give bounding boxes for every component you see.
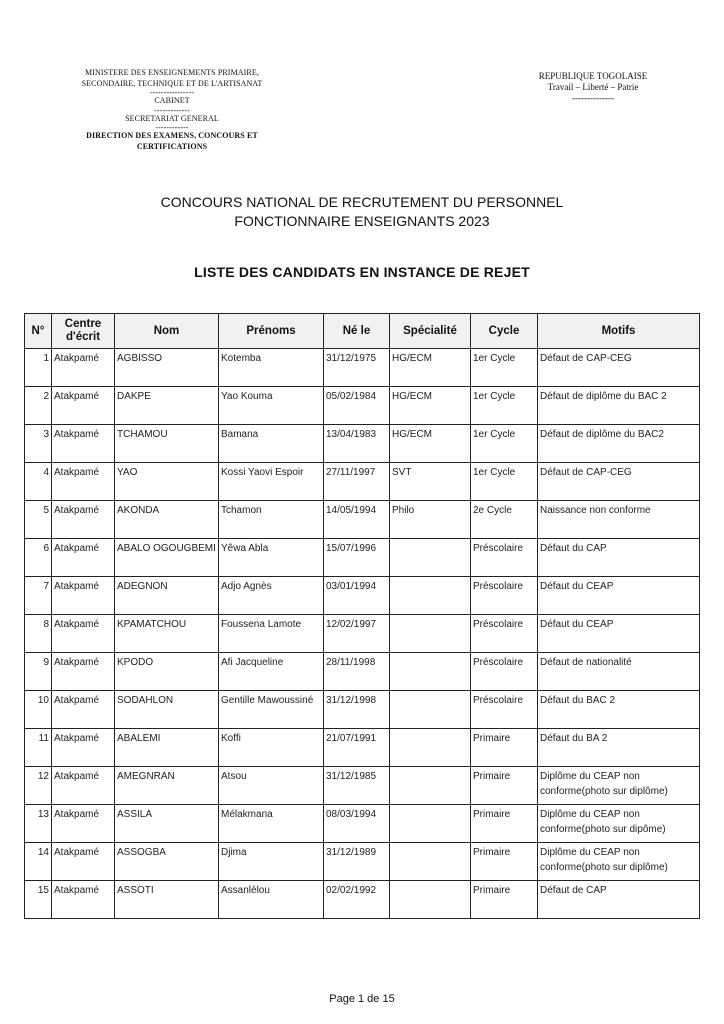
page-number: Page 1 de 15 <box>329 993 395 1005</box>
cell-number: 12 <box>25 767 52 805</box>
cell-nom: AGBISSO <box>115 349 219 387</box>
table-body <box>25 349 700 919</box>
separator: ------------- <box>154 105 190 115</box>
table-row <box>25 615 700 653</box>
cell-ne-le: 31/12/1975 <box>324 349 390 387</box>
cell-number: 9 <box>25 653 52 691</box>
cell-prenoms: Kossi Yaovi Espoir <box>219 463 324 501</box>
cell-specialite <box>390 615 471 653</box>
cell-prenoms: Djima <box>219 843 324 881</box>
column-header-prenoms: Prénoms <box>219 314 324 349</box>
table-header-row <box>25 314 700 349</box>
cell-prenoms: Afi Jacqueline <box>219 653 324 691</box>
document-title <box>0 193 724 231</box>
cell-cycle: Préscolaire <box>471 615 538 653</box>
ministry-header <box>46 68 298 152</box>
cell-cycle: 1er Cycle <box>471 387 538 425</box>
direction-line-1: DIRECTION DES EXAMENS, CONCOURS ET <box>86 131 258 140</box>
ministry-line-2: SECONDAIRE, TECHNIQUE ET DE L'ARTISANAT <box>81 78 263 88</box>
table-row <box>25 463 700 501</box>
cell-number: 4 <box>25 463 52 501</box>
cell-prenoms: Yao Kouma <box>219 387 324 425</box>
table-row <box>25 805 700 843</box>
cell-specialite <box>390 767 471 805</box>
cell-cycle: 2e Cycle <box>471 501 538 539</box>
cell-cycle: 1er Cycle <box>471 349 538 387</box>
cell-nom: ASSILA <box>115 805 219 843</box>
ministry-line-1: MINISTERE DES ENSEIGNEMENTS PRIMAIRE, <box>85 68 259 77</box>
cell-motifs: Défaut du CEAP <box>538 577 700 615</box>
title-line-1: CONCOURS NATIONAL DE RECRUTEMENT DU PERSONNEL <box>160 194 564 210</box>
column-header-motifs: Motifs <box>538 314 700 349</box>
cell-nom: KPODO <box>115 653 219 691</box>
cell-centre: Atakpamé <box>52 843 115 881</box>
cell-centre: Atakpamé <box>52 729 115 767</box>
cell-ne-le: 15/07/1996 <box>324 539 390 577</box>
country-name: REPUBLIQUE TOGOLAISE <box>538 71 648 81</box>
cell-specialite <box>390 805 471 843</box>
cell-ne-le: 21/07/1991 <box>324 729 390 767</box>
cell-specialite <box>390 577 471 615</box>
cell-cycle: Préscolaire <box>471 653 538 691</box>
table-row <box>25 729 700 767</box>
cell-motifs: Défaut de CAP-CEG <box>538 463 700 501</box>
cell-specialite <box>390 881 471 919</box>
cell-number: 14 <box>25 843 52 881</box>
cell-specialite <box>390 691 471 729</box>
cell-centre: Atakpamé <box>52 539 115 577</box>
table-row <box>25 691 700 729</box>
column-header-ne-le: Né le <box>324 314 390 349</box>
cell-centre: Atakpamé <box>52 691 115 729</box>
cell-number: 3 <box>25 425 52 463</box>
cell-centre: Atakpamé <box>52 881 115 919</box>
cell-specialite <box>390 539 471 577</box>
cell-ne-le: 31/12/1985 <box>324 767 390 805</box>
cell-prenoms: Koffi <box>219 729 324 767</box>
cell-number: 10 <box>25 691 52 729</box>
cell-centre: Atakpamé <box>52 349 115 387</box>
cell-cycle: Primaire <box>471 881 538 919</box>
cell-cycle: Primaire <box>471 767 538 805</box>
cell-number: 7 <box>25 577 52 615</box>
cell-ne-le: 13/04/1983 <box>324 425 390 463</box>
cell-number: 8 <box>25 615 52 653</box>
table-row <box>25 767 700 805</box>
cell-motifs: Défaut de diplôme du BAC 2 <box>538 387 700 425</box>
cell-specialite <box>390 729 471 767</box>
column-header-number: N° <box>25 314 52 349</box>
cell-prenoms: Foussena Lamote <box>219 615 324 653</box>
cell-motifs: Naissance non conforme <box>538 501 700 539</box>
cell-centre: Atakpamé <box>52 425 115 463</box>
cell-motifs: Défaut de CAP <box>538 881 700 919</box>
cell-ne-le: 02/02/1992 <box>324 881 390 919</box>
cell-centre: Atakpamé <box>52 463 115 501</box>
cell-nom: YAO <box>115 463 219 501</box>
cell-number: 1 <box>25 349 52 387</box>
cell-specialite: HG/ECM <box>390 387 471 425</box>
cell-prenoms: Gentille Mawoussiné <box>219 691 324 729</box>
cell-number: 13 <box>25 805 52 843</box>
cell-centre: Atakpamé <box>52 615 115 653</box>
cell-nom: KPAMATCHOU <box>115 615 219 653</box>
cell-specialite <box>390 653 471 691</box>
cell-ne-le: 27/11/1997 <box>324 463 390 501</box>
cell-ne-le: 31/12/1989 <box>324 843 390 881</box>
separator: ---------------- <box>149 88 195 97</box>
national-motto: Travail – Liberté – Patrie <box>547 82 639 92</box>
table-row <box>25 349 700 387</box>
cell-cycle: Primaire <box>471 805 538 843</box>
cell-nom: AKONDA <box>115 501 219 539</box>
cell-nom: DAKPE <box>115 387 219 425</box>
cell-nom: TCHAMOU <box>115 425 219 463</box>
cell-ne-le: 31/12/1998 <box>324 691 390 729</box>
cell-number: 5 <box>25 501 52 539</box>
cell-centre: Atakpamé <box>52 805 115 843</box>
cell-ne-le: 12/02/1997 <box>324 615 390 653</box>
cell-cycle: Primaire <box>471 843 538 881</box>
cell-specialite <box>390 843 471 881</box>
cell-nom: ABALEMI <box>115 729 219 767</box>
cell-cycle: Préscolaire <box>471 539 538 577</box>
cell-prenoms: Kotemba <box>219 349 324 387</box>
table-row <box>25 577 700 615</box>
column-header-centre: Centre d'écrit <box>52 314 115 349</box>
cell-motifs: Diplôme du CEAP non conforme(photo sur dipôme) <box>538 805 700 843</box>
column-header-nom: Nom <box>115 314 219 349</box>
title-line-2: FONCTIONNAIRE ENSEIGNANTS 2023 <box>234 213 490 229</box>
cell-centre: Atakpamé <box>52 387 115 425</box>
secretariat-label: SECRETARIAT GENERAL <box>125 113 219 123</box>
cell-cycle: Préscolaire <box>471 577 538 615</box>
cell-prenoms: Adjo Agnès <box>219 577 324 615</box>
separator: ------------ <box>155 123 189 132</box>
candidates-table <box>24 313 700 919</box>
cell-motifs: Défaut du BA 2 <box>538 729 700 767</box>
table-row <box>25 881 700 919</box>
cell-ne-le: 14/05/1994 <box>324 501 390 539</box>
cell-nom: SODAHLON <box>115 691 219 729</box>
cell-ne-le: 05/02/1984 <box>324 387 390 425</box>
cell-ne-le: 08/03/1994 <box>324 805 390 843</box>
table-row <box>25 425 700 463</box>
cell-prenoms: Tchamon <box>219 501 324 539</box>
cell-centre: Atakpamé <box>52 767 115 805</box>
column-header-cycle: Cycle <box>471 314 538 349</box>
cell-ne-le: 03/01/1994 <box>324 577 390 615</box>
table-row <box>25 539 700 577</box>
cell-ne-le: 28/11/1998 <box>324 653 390 691</box>
cell-number: 2 <box>25 387 52 425</box>
cell-number: 11 <box>25 729 52 767</box>
republic-header <box>500 71 686 104</box>
cell-prenoms: Yêwa Abla <box>219 539 324 577</box>
cell-nom: ADEGNON <box>115 577 219 615</box>
cell-motifs: Défaut du CEAP <box>538 615 700 653</box>
cell-cycle: Préscolaire <box>471 691 538 729</box>
cell-motifs: Défaut du CAP <box>538 539 700 577</box>
cell-specialite: HG/ECM <box>390 425 471 463</box>
cell-prenoms: Bamana <box>219 425 324 463</box>
cell-cycle: 1er Cycle <box>471 463 538 501</box>
column-header-specialite: Spécialité <box>390 314 471 349</box>
cell-nom: AMEGNRAN <box>115 767 219 805</box>
cell-nom: ABALO OGOUGBEMI <box>115 539 219 577</box>
separator: -------------- <box>572 93 614 103</box>
cell-centre: Atakpamé <box>52 501 115 539</box>
cell-cycle: Primaire <box>471 729 538 767</box>
cell-motifs: Défaut de diplôme du BAC2 <box>538 425 700 463</box>
table-row <box>25 387 700 425</box>
table-row <box>25 501 700 539</box>
cell-number: 6 <box>25 539 52 577</box>
cell-prenoms: Assanlélou <box>219 881 324 919</box>
cell-centre: Atakpamé <box>52 653 115 691</box>
cell-specialite: HG/ECM <box>390 349 471 387</box>
list-title: LISTE DES CANDIDATS EN INSTANCE DE REJET <box>194 264 530 280</box>
cell-nom: ASSOGBA <box>115 843 219 881</box>
table-row <box>25 653 700 691</box>
cell-motifs: Défaut de CAP-CEG <box>538 349 700 387</box>
cabinet-label: CABINET <box>154 96 190 105</box>
cell-number: 15 <box>25 881 52 919</box>
cell-nom: ASSOTI <box>115 881 219 919</box>
cell-centre: Atakpamé <box>52 577 115 615</box>
cell-cycle: 1er Cycle <box>471 425 538 463</box>
cell-prenoms: Atsou <box>219 767 324 805</box>
cell-motifs: Défaut de nationalité <box>538 653 700 691</box>
direction-line-2: CERTIFICATIONS <box>136 141 208 151</box>
cell-prenoms: Mélakmana <box>219 805 324 843</box>
table-row <box>25 843 700 881</box>
cell-motifs: Défaut du BAC 2 <box>538 691 700 729</box>
cell-specialite: Philo <box>390 501 471 539</box>
cell-motifs: Diplôme du CEAP non conforme(photo sur diplôme) <box>538 767 700 805</box>
cell-motifs: Diplôme du CEAP non conforme(photo sur diplôme) <box>538 843 700 881</box>
cell-specialite: SVT <box>390 463 471 501</box>
